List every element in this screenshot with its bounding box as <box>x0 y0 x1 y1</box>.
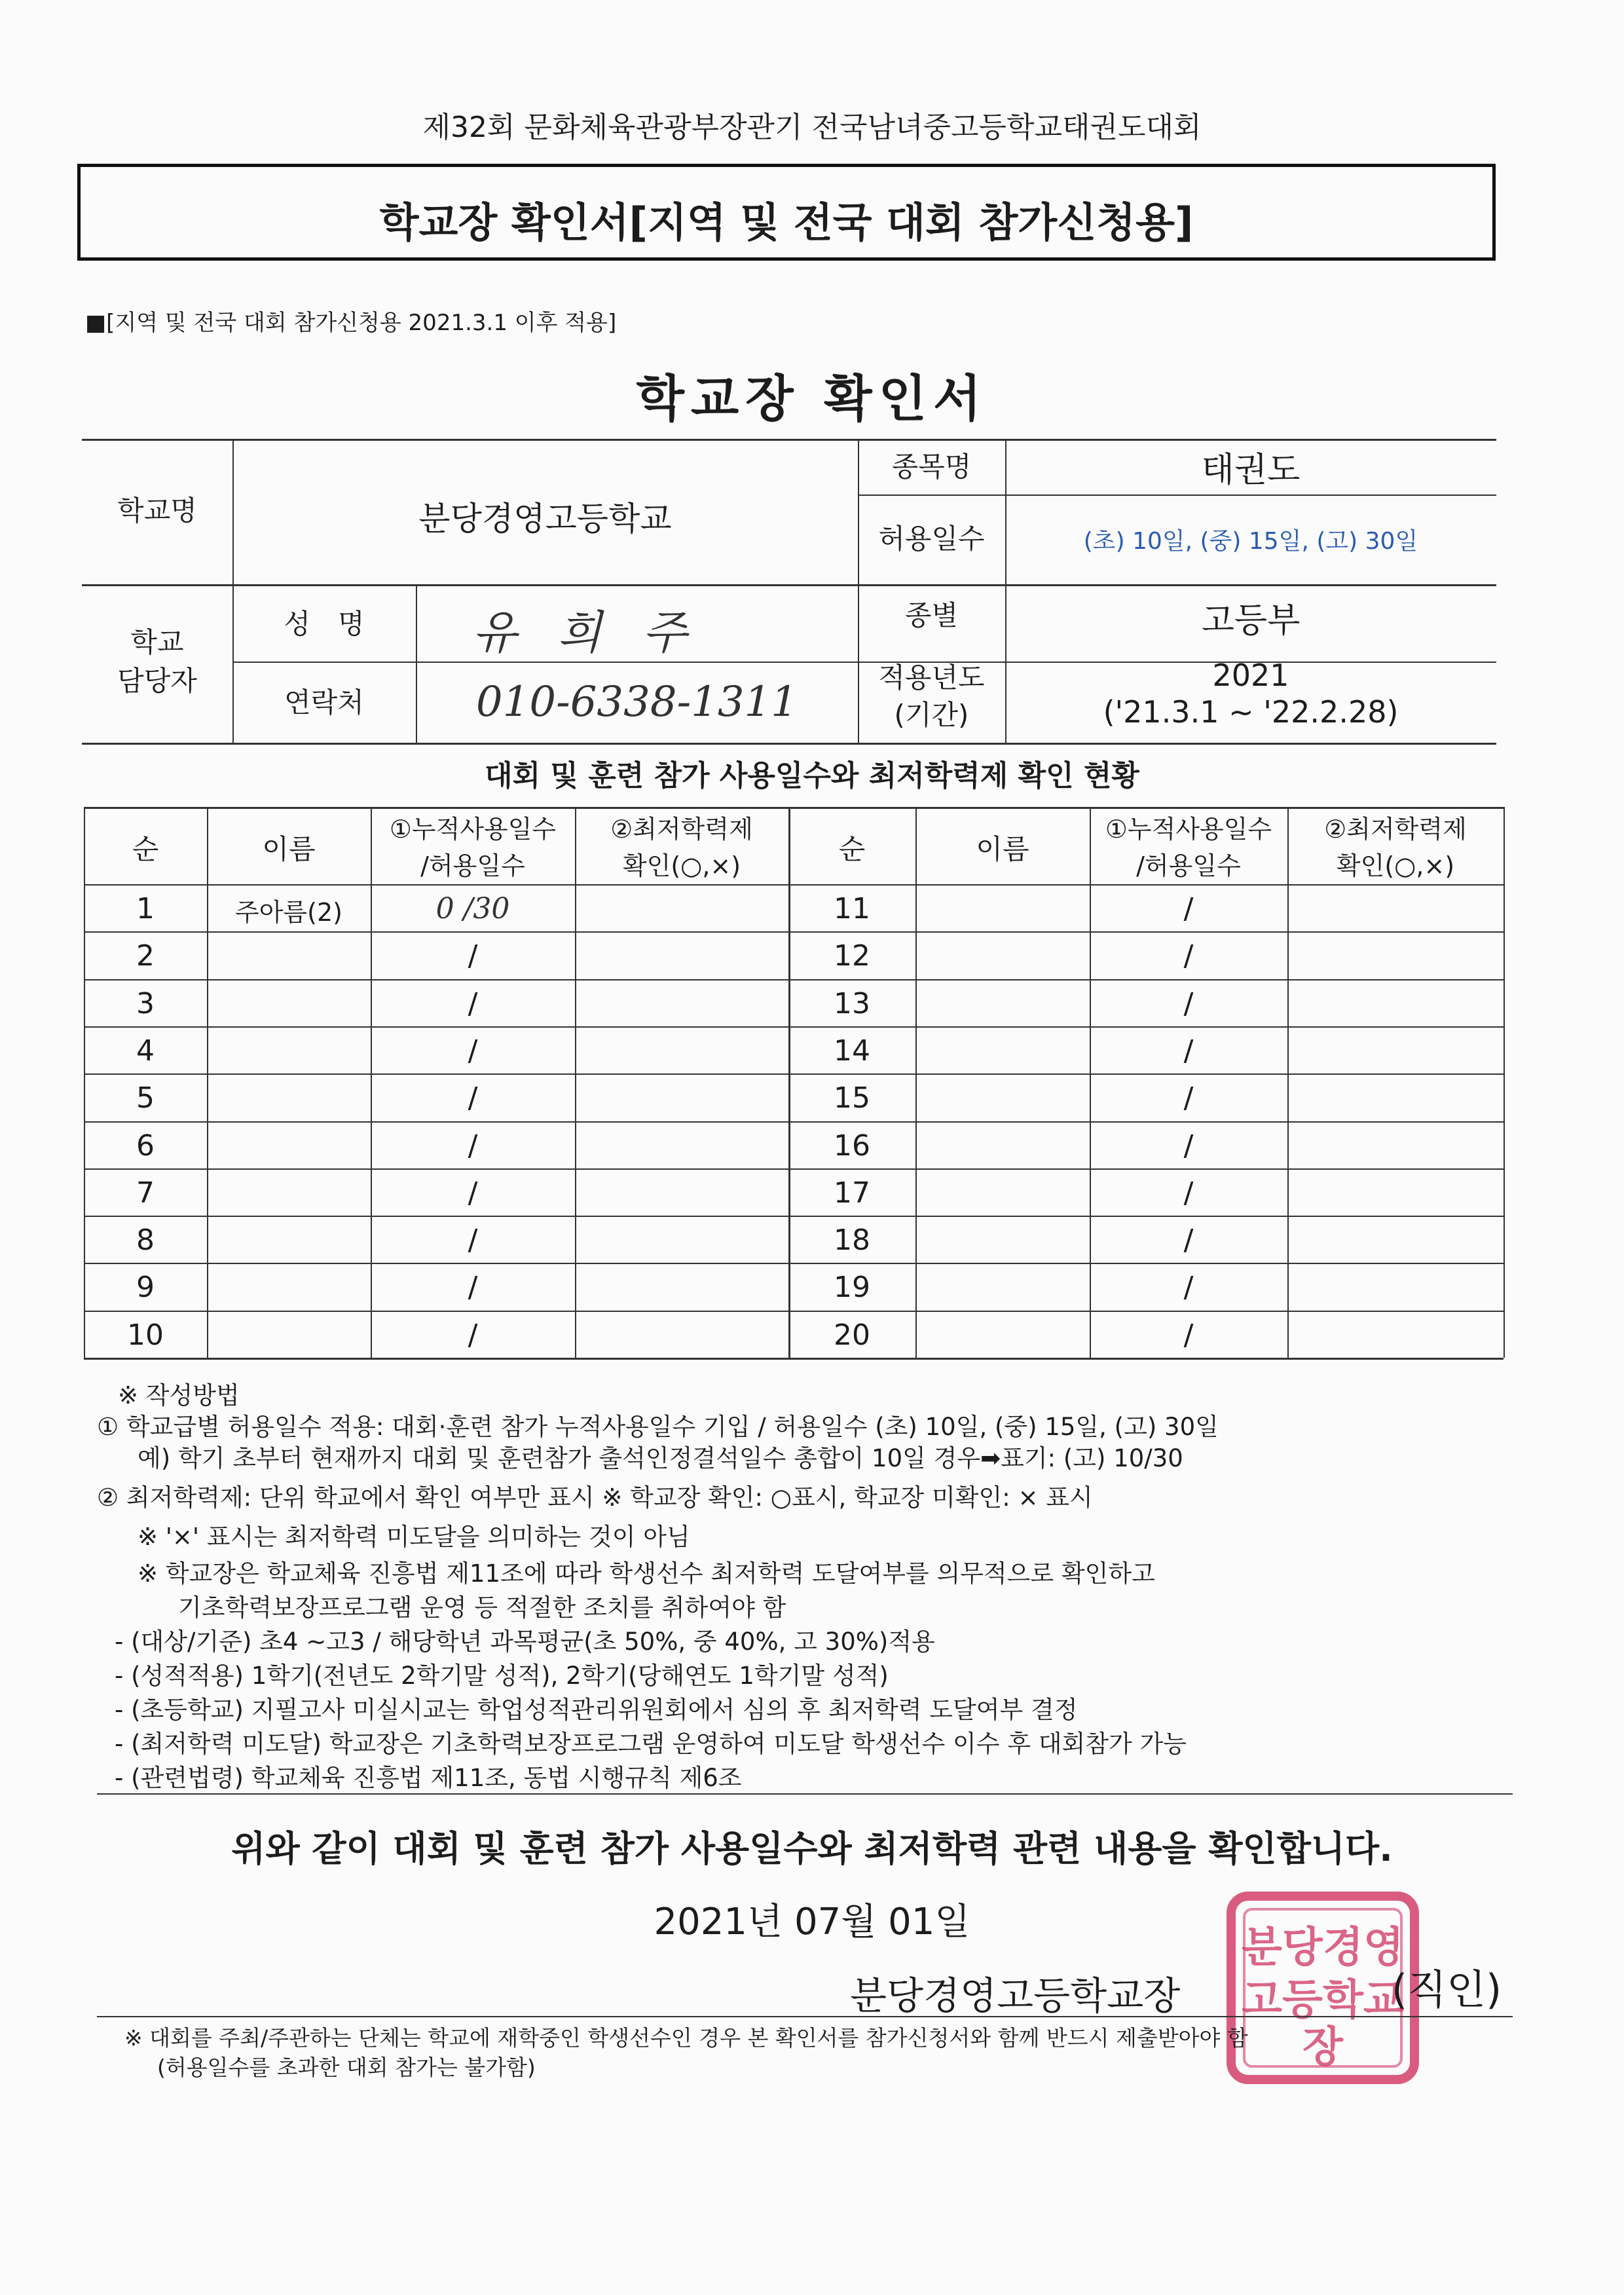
row-days: / <box>468 1271 478 1305</box>
svg-text:분당: 분당 <box>1242 1924 1323 1972</box>
header-min: 확인(○,×) <box>1336 851 1455 880</box>
year-value-2: ('21.3.1 ~ '22.2.28) <box>1103 694 1399 730</box>
row-number: 5 <box>136 1081 155 1115</box>
row-days: / <box>468 1081 478 1115</box>
section-title: 대회 및 훈련 참가 사용일수와 최저학력제 확인 현황 <box>485 759 1139 793</box>
table-col-divider <box>1287 807 1289 1358</box>
division-label: 종별 <box>904 599 959 631</box>
year-value-1: 2021 <box>1212 658 1289 693</box>
row-days: / <box>468 1318 478 1352</box>
year-label-1: 적용년도 <box>878 662 985 694</box>
footnote <box>124 2024 1248 2082</box>
row-number: 20 <box>834 1318 870 1352</box>
footnote-rule <box>97 2016 1513 2017</box>
info-rule <box>82 584 1496 586</box>
event-title: 제32회 문화체육관광부장관기 전국남녀중고등학교태권도대회 <box>422 111 1202 144</box>
guide-line: ① 학교급별 허용일수 적용: 대회·훈련 참가 누적사용일수 기입 / 허용일수 (초) 10일, (중) 15일, (고) 30일 <box>97 1413 1219 1441</box>
guide-line: 기초학력보장프로그램 운영 등 적절한 조치를 취하여야 함 <box>178 1594 786 1622</box>
row-number: 4 <box>136 1034 155 1068</box>
table-col-divider <box>915 807 917 1358</box>
header-no: 순 <box>838 833 866 865</box>
row-number: 3 <box>136 986 155 1020</box>
table-rule <box>84 931 1504 933</box>
contact-value: 010-6338-1311 <box>475 678 798 726</box>
guide-heading: ※ 작성방법 <box>118 1381 240 1409</box>
row-days: / <box>1183 1223 1194 1258</box>
svg-text:장: 장 <box>1302 2023 1343 2072</box>
table-rule <box>84 884 1504 886</box>
row-number: 12 <box>834 939 870 973</box>
table-rule <box>84 1121 1504 1123</box>
signer-name: 분당경영고등학교장 <box>850 1973 1181 2018</box>
row-days: / <box>1183 1176 1194 1210</box>
table-col-divider <box>207 807 208 1358</box>
guide-line: ※ '×' 표시는 최저학력 미도달을 의미하는 것이 아님 <box>138 1523 690 1551</box>
row-days: / <box>468 1223 478 1258</box>
guide-line: - (최저학력 미도달) 학교장은 기초학력보장프로그램 운영하여 미도달 학생선수 이수 후 대회참가 가능 <box>115 1730 1187 1758</box>
table-rule <box>84 1216 1504 1217</box>
row-number: 17 <box>834 1176 870 1210</box>
header-days: ①누적사용일수 <box>1105 815 1272 844</box>
name-value: 유 희 주 <box>472 606 700 660</box>
row-number: 15 <box>834 1081 870 1115</box>
guide-line: ② 최저학력제: 단위 학교에서 확인 여부만 표시 ※ 학교장 확인: ○표시, 학교장 미확인: × 표시 <box>97 1483 1093 1512</box>
row-number: 13 <box>834 986 870 1020</box>
header-min: 확인(○,×) <box>622 851 741 880</box>
info-rule <box>82 439 1496 441</box>
confirm-text: 위와 같이 대회 및 훈련 참가 사용일수와 최저학력 관련 내용을 확인합니다. <box>231 1828 1393 1869</box>
table-rule <box>84 979 1504 980</box>
table-rule <box>84 1311 1504 1312</box>
days-label: 허용일수 <box>878 523 985 555</box>
row-number: 7 <box>136 1176 155 1210</box>
svg-text:고등: 고등 <box>1242 1976 1323 2024</box>
table-col-divider <box>575 807 576 1358</box>
seal-label: (직인) <box>1392 1966 1502 2013</box>
issue-date: 2021년 07월 01일 <box>654 1901 970 1943</box>
svg-text:학교: 학교 <box>1323 1976 1404 2024</box>
row-days: / <box>1183 1034 1194 1068</box>
row-days: / <box>468 986 478 1020</box>
guide-line: - (성적적용) 1학기(전년도 2학기말 성적), 2학기(당해연도 1학기말 성적) <box>115 1662 889 1690</box>
guide-line: - (초등학교) 지필고사 미실시교는 학업성적관리위원회에서 심의 후 최저학력 도달여부 결정 <box>115 1696 1078 1724</box>
row-number: 8 <box>136 1223 155 1258</box>
row-number: 9 <box>136 1271 155 1305</box>
header-min: ②최저학력제 <box>610 815 753 844</box>
footnote-line-1: ※ 대회를 주최/주관하는 단체는 학교에 재학중인 학생선수인 경우 본 확인서를 참가신청서와 함께 반드시 제출받아야 함 <box>124 2025 1248 2051</box>
division-value: 고등부 <box>1201 601 1301 641</box>
guide-line: 예) 학기 초부터 현재까지 대회 및 훈련참가 출석인정결석일수 총합이 10일 경우➡표기: (고) 10/30 <box>138 1444 1183 1472</box>
form-title: 학교장 확인서 <box>636 369 988 428</box>
row-number: 19 <box>834 1271 870 1305</box>
header-days: /허용일수 <box>1136 851 1241 880</box>
footnote-line-2: (허용일수를 초과한 대회 참가는 불가함) <box>157 2054 536 2080</box>
row-number: 1 <box>136 892 155 925</box>
table-rule <box>84 1168 1504 1170</box>
row-days: / <box>468 1034 478 1068</box>
contact-label: 연락처 <box>284 686 364 718</box>
table-col-divider <box>1504 807 1505 1358</box>
row-name: 주아름(2) <box>235 898 342 927</box>
row-days: / <box>468 939 478 973</box>
guide-line: - (관련법령) 학교체육 진흥법 제11조, 동법 시행규칙 제6조 <box>115 1764 742 1792</box>
row-number: 2 <box>136 939 155 973</box>
info-rule <box>858 494 1496 496</box>
header-name: 이름 <box>976 833 1029 865</box>
row-number: 18 <box>834 1223 870 1258</box>
row-days: / <box>1183 892 1194 925</box>
header-min: ②최저학력제 <box>1324 815 1467 844</box>
row-number: 16 <box>834 1129 870 1163</box>
row-days: / <box>1183 1271 1194 1305</box>
row-days: / <box>1183 1318 1194 1352</box>
manager-label-1: 학교 <box>130 626 184 658</box>
sport-label: 종목명 <box>891 451 972 483</box>
table-rule <box>84 1263 1504 1264</box>
row-days: / <box>1183 986 1194 1020</box>
name-label: 성 명 <box>284 608 365 640</box>
guide-line: ※ 학교장은 학교체육 진흥법 제11조에 따라 학생선수 최저학력 도달여부를 의무적으로 확인하고 <box>138 1559 1155 1588</box>
row-days: / <box>1183 939 1194 973</box>
row-number: 14 <box>834 1034 870 1068</box>
main-title: 학교장 확인서[지역 및 전국 대회 참가신청용] <box>379 198 1194 246</box>
row-days: 0 /30 <box>435 892 510 925</box>
sport-value: 태권도 <box>1201 451 1301 490</box>
header-days: /허용일수 <box>420 851 525 880</box>
svg-text:경영: 경영 <box>1323 1924 1404 1972</box>
year-label-2: (기간) <box>894 699 969 731</box>
guide-line: - (대상/기준) 초4 ~고3 / 해당학년 과목평균(초 50%, 중 40%, 고 30%)적용 <box>115 1628 935 1656</box>
guide-rule <box>97 1793 1513 1795</box>
school-value: 분당경영고등학교 <box>418 500 672 538</box>
header-no: 순 <box>132 833 159 865</box>
table-rule <box>84 1358 1504 1360</box>
school-label: 학교명 <box>117 494 197 527</box>
row-number: 11 <box>834 892 870 925</box>
days-value: (초) 10일, (중) 15일, (고) 30일 <box>1083 528 1418 555</box>
row-days: / <box>1183 1081 1194 1115</box>
row-days: / <box>468 1176 478 1210</box>
notice-line: ■[지역 및 전국 대회 참가신청용 2021.3.1 이후 적용] <box>85 310 617 336</box>
table-rule <box>84 807 1504 809</box>
table-rule <box>84 1026 1504 1028</box>
header-name: 이름 <box>262 833 316 865</box>
info-rule <box>82 743 1496 745</box>
table-rule <box>84 1073 1504 1075</box>
manager-label-2: 담당자 <box>117 665 197 697</box>
row-number: 6 <box>136 1129 155 1163</box>
header-days: ①누적사용일수 <box>389 815 557 844</box>
row-number: 10 <box>127 1318 164 1352</box>
row-days: / <box>468 1129 478 1163</box>
row-days: / <box>1183 1129 1194 1163</box>
